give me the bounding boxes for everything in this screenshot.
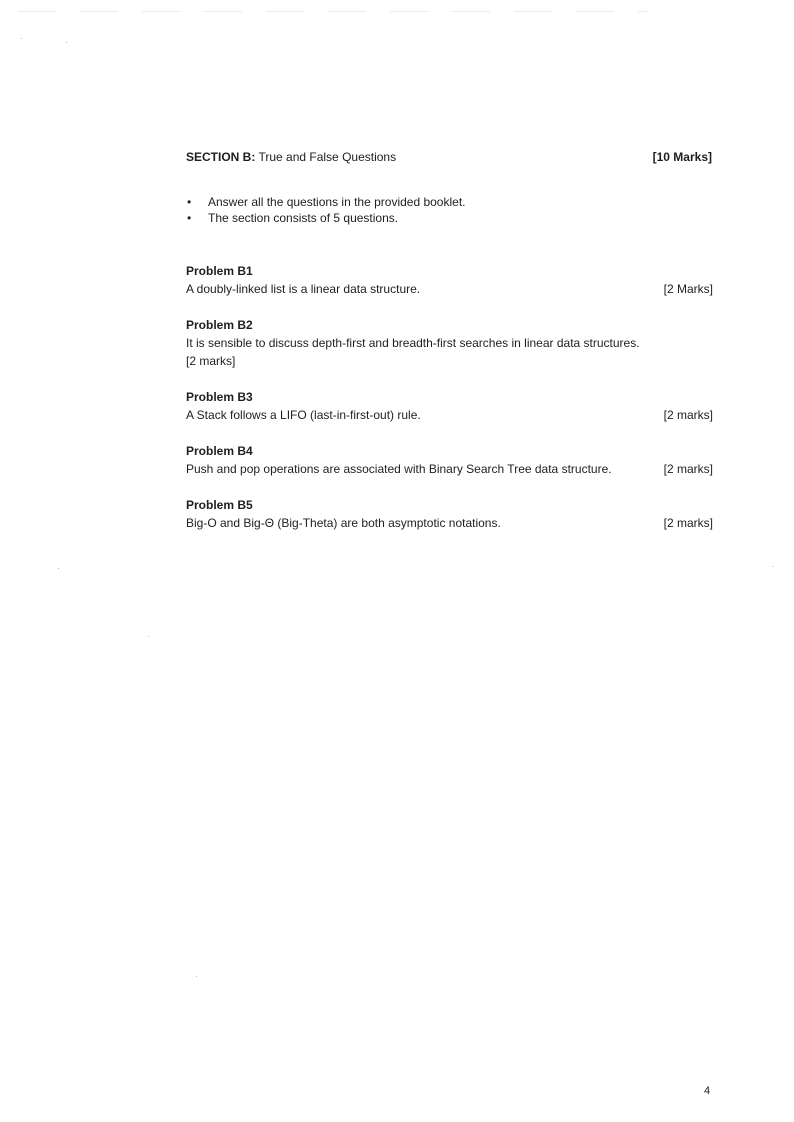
scan-speck	[196, 976, 197, 977]
problem-title: Problem B1	[186, 264, 253, 278]
section-marks: [10 Marks]	[652, 150, 712, 164]
problem-text: Big-O and Big-Θ (Big-Theta) are both asymptotic notations.	[186, 516, 501, 530]
problem-row	[186, 280, 713, 298]
problem-text: A doubly-linked list is a linear data structure.	[186, 282, 421, 296]
instruction-text: The section consists of 5 questions.	[208, 211, 399, 225]
instruction-item	[186, 210, 712, 226]
section-label: SECTION B:	[186, 150, 256, 164]
section-title: True and False Questions	[258, 150, 397, 164]
scan-speck	[58, 568, 59, 569]
problem-marks: [2 marks]	[663, 408, 713, 422]
instruction-text: Answer all the questions in the provided booklet.	[208, 195, 466, 209]
instruction-item	[186, 194, 712, 210]
problem-b1	[186, 262, 713, 298]
scan-speck	[66, 42, 67, 43]
section-header	[186, 149, 712, 165]
problem-text: Push and pop operations are associated with Binary Search Tree data structure.	[186, 462, 612, 476]
problem-b2	[186, 316, 713, 370]
scan-artifact-line	[18, 11, 648, 12]
problem-title: Problem B4	[186, 444, 253, 458]
problem-b4	[186, 442, 713, 478]
problem-text: It is sensible to discuss depth-first and breadth-first searches in linear data structures.	[186, 336, 640, 350]
problem-marks: [2 marks]	[186, 354, 236, 368]
scan-speck	[148, 636, 149, 637]
bullet-icon: •	[187, 195, 192, 209]
problem-row	[186, 514, 713, 532]
problem-title: Problem B2	[186, 318, 253, 332]
instructions-list	[186, 194, 712, 226]
problem-b5	[186, 496, 713, 532]
problem-row	[186, 460, 713, 478]
page-number: 4	[704, 1085, 711, 1097]
problem-marks: [2 marks]	[663, 516, 713, 530]
problem-text: A Stack follows a LIFO (last-in-first-out) rule.	[186, 408, 421, 422]
problem-b3	[186, 388, 713, 424]
problem-title: Problem B5	[186, 498, 253, 512]
problem-marks: [2 Marks]	[663, 282, 713, 296]
problem-row	[186, 406, 713, 424]
bullet-icon: •	[187, 211, 192, 225]
scan-speck	[772, 566, 773, 567]
problem-title: Problem B3	[186, 390, 253, 404]
scan-speck	[21, 38, 22, 39]
problem-marks: [2 marks]	[663, 462, 713, 476]
